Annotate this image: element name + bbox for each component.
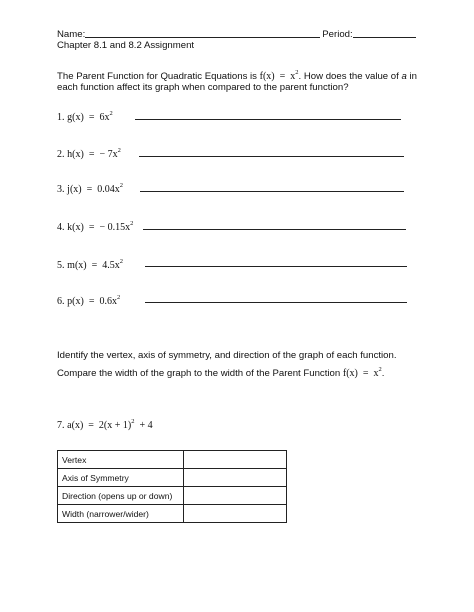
period-blank[interactable] xyxy=(353,28,416,38)
section2-line-1: Identify the vertex, axis of symmetry, and direction of the graph of each function. xyxy=(57,350,397,361)
answer-line-3[interactable] xyxy=(140,191,404,192)
problem-4 xyxy=(57,220,133,233)
problem-expression: g(x) = 6x xyxy=(67,112,110,123)
problem-exponent: 2 xyxy=(119,182,123,189)
table-row xyxy=(58,469,287,487)
problem-number: 3. xyxy=(57,184,65,195)
properties-table xyxy=(57,450,287,523)
intro-line-2: each function affect its graph when compared to the parent function? xyxy=(57,82,349,93)
problem-expression: a(x) = 2(x + 1) xyxy=(67,420,132,431)
vertex-label: Vertex xyxy=(58,451,184,469)
problem-5 xyxy=(57,258,123,271)
section2-text-a: Compare the width of the graph to the width of the Parent Function xyxy=(57,368,343,379)
intro-text-a: The Parent Function for Quadratic Equations is xyxy=(57,71,260,82)
problem-expression: j(x) = 0.04x xyxy=(67,184,120,195)
direction-label: Direction (opens up or down) xyxy=(58,487,184,505)
intro-text-c: in xyxy=(406,71,417,82)
problem-number: 6. xyxy=(57,296,65,307)
problem-exponent: 2 xyxy=(131,418,135,425)
answer-line-2[interactable] xyxy=(139,156,404,157)
problem-3 xyxy=(57,182,123,195)
problem-number: 1. xyxy=(57,112,65,123)
problem-7 xyxy=(57,418,153,431)
problem-1 xyxy=(57,110,113,123)
section2-parent-exponent: 2 xyxy=(378,366,382,373)
problem-6 xyxy=(57,294,120,307)
problem-expression: m(x) = 4.5x xyxy=(67,260,120,271)
answer-line-4[interactable] xyxy=(143,229,406,230)
problem-number: 5. xyxy=(57,260,65,271)
period-label: Period: xyxy=(322,29,353,40)
vertex-answer-cell[interactable] xyxy=(184,451,287,469)
problem-exponent: 2 xyxy=(130,220,134,227)
intro-line-1 xyxy=(57,69,417,82)
problem-2 xyxy=(57,147,121,160)
problem-expression: k(x) = − 0.15x xyxy=(67,222,131,233)
problem-expression: p(x) = 0.6x xyxy=(67,296,117,307)
problem-exponent: 2 xyxy=(116,294,121,301)
name-period-line xyxy=(57,28,416,40)
problem-number: 2. xyxy=(57,149,65,160)
table-row xyxy=(58,451,287,469)
problem-expression: h(x) = − 7x xyxy=(67,149,118,160)
a-variable: a xyxy=(401,71,407,82)
problem-number: 4. xyxy=(57,222,65,233)
problem-exponent: 2 xyxy=(109,110,113,117)
width-answer-cell[interactable] xyxy=(184,505,287,523)
axis-answer-cell[interactable] xyxy=(184,469,287,487)
section2-line-2 xyxy=(57,366,384,379)
problem-expression-tail: + 4 xyxy=(134,420,153,431)
parent-exponent: 2 xyxy=(295,69,299,76)
parent-function: f(x) = x xyxy=(259,71,296,82)
section2-text-b: . xyxy=(381,368,385,379)
name-label: Name: xyxy=(57,29,86,40)
problem-exponent: 2 xyxy=(119,258,123,265)
table-row xyxy=(58,505,287,523)
width-label: Width (narrower/wider) xyxy=(58,505,184,523)
problem-number: 7. xyxy=(57,420,65,431)
name-blank[interactable] xyxy=(85,28,320,38)
assignment-title: Chapter 8.1 and 8.2 Assignment xyxy=(57,40,195,51)
direction-answer-cell[interactable] xyxy=(184,487,287,505)
section2-parent-function: f(x) = x xyxy=(342,368,379,379)
answer-line-1[interactable] xyxy=(135,119,401,120)
axis-of-symmetry-label: Axis of Symmetry xyxy=(58,469,184,487)
answer-line-5[interactable] xyxy=(145,266,407,267)
intro-text-b: . How does the value of xyxy=(298,71,402,82)
table-row xyxy=(58,487,287,505)
answer-line-6[interactable] xyxy=(145,302,407,303)
problem-exponent: 2 xyxy=(117,147,121,154)
